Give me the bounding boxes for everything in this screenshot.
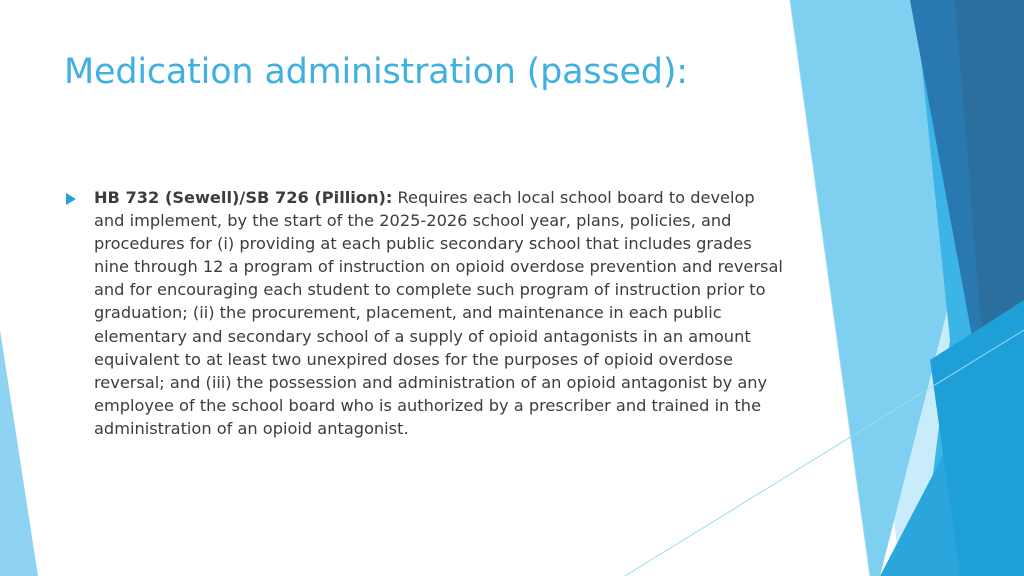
left-edge-shape xyxy=(0,330,38,576)
bullet-paragraph xyxy=(94,186,784,440)
bill-reference: HB 732 (Sewell)/SB 726 (Pillion): xyxy=(94,188,393,207)
bill-description: Requires each local school board to develop and implement, by the start of the 2025-2026 school year, plans, policies, and procedures for (i) providing at each public secondary school that includes grades nine through 12 a program of instruction on opioid overdose prevention and reversal and for encouraging each student to complete such program of instruction prior to graduation; (ii) the procurement, placement, and maintenance in each public elementary and secondary school of a supply of opioid antagonists in an amount equivalent to at least two unexpired doses for the purposes of opioid overdose reversal; and (iii) the possession and administration of an opioid antagonist by any employee of the school board who is authorized by a prescriber and trained in the administration of an opioid antagonist. xyxy=(94,188,783,438)
slide-title: Medication administration (passed): xyxy=(64,52,688,92)
bullet-arrow-icon xyxy=(66,193,76,205)
